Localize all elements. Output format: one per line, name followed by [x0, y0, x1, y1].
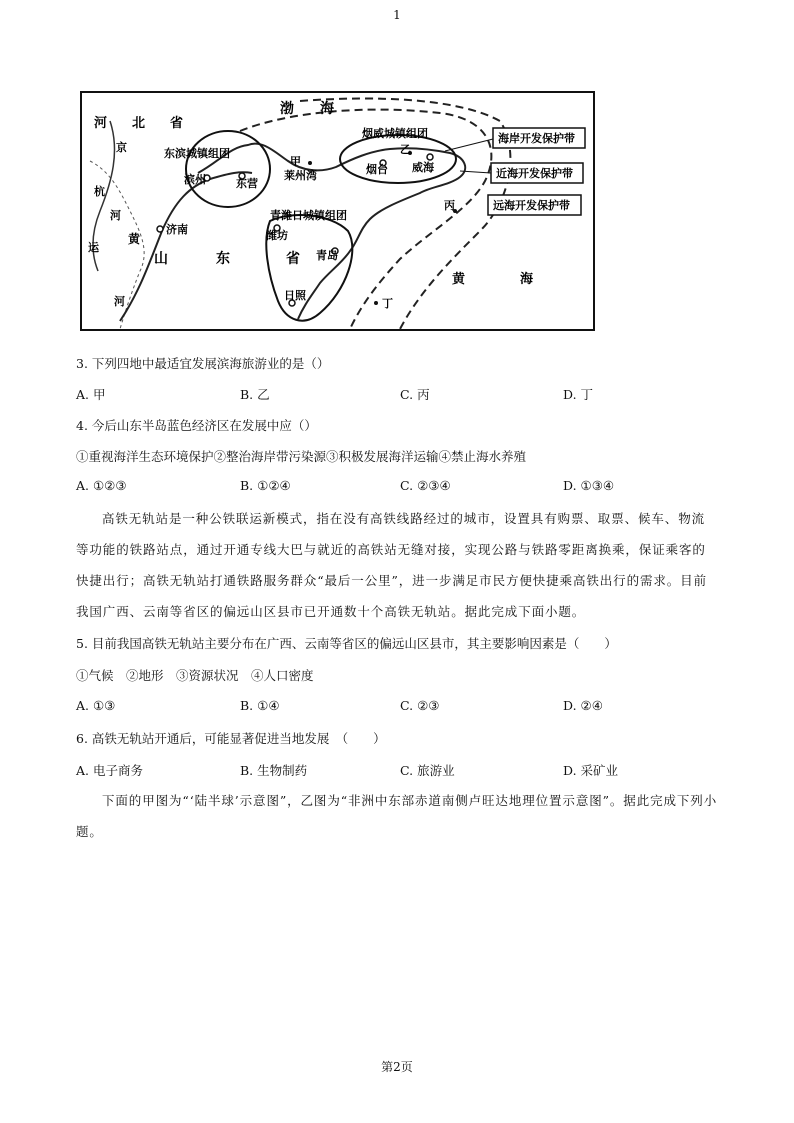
- passage-highspeed-rail: 高铁无轨站是一种公铁联运新模式，指在没有高铁线路经过的城市，设置具有购票、取票、候车、物流等功能的铁路站点，通过开通专线大巴与就近的高铁站无缝对接，实现公路与铁路零距离换乘，保证乘客的快捷出行；高铁无轨站打通铁路服务群众“最后一公里”，进一步满足市民方便快捷乘高铁出行的需求。目前我国广西、云南等省区的偏远山区县市已开通数十个高铁无轨站。据此完成下面小题。: [76, 511, 707, 619]
- label-rizhao: 日照: [284, 289, 306, 302]
- q4-stem: 4. 今后山东半岛蓝色经济区在发展中应（）: [76, 418, 317, 433]
- label-qingweiri-group: 青潍日城镇组团: [270, 209, 347, 222]
- label-weifang: 潍坊: [266, 229, 288, 242]
- label-binzhou: 滨州: [184, 173, 206, 186]
- q3-option-b[interactable]: B. 乙: [240, 387, 270, 402]
- jinan-dot: [157, 226, 163, 232]
- page-number-top: 1: [393, 8, 401, 22]
- q5-option-a[interactable]: A. ①③: [76, 698, 116, 713]
- label-yun: 运: [88, 241, 99, 254]
- label-sheng: 省: [286, 251, 300, 267]
- q5-stem: 5. 目前我国高铁无轨站主要分布在广西、云南等省区的偏远山区县市，其主要影响因素是（ ）: [76, 636, 617, 651]
- label-hebei2: 北: [132, 116, 146, 131]
- legend-shore: 海岸开发保护带: [498, 132, 575, 145]
- label-huanghai2: 海: [520, 272, 534, 287]
- q5-option-b[interactable]: B. ①④: [240, 698, 280, 713]
- q4-option-d[interactable]: D. ①③④: [563, 478, 615, 493]
- label-dong: 东: [216, 251, 230, 267]
- label-jinan: 济南: [166, 223, 188, 236]
- q4-option-c[interactable]: C. ②③④: [400, 478, 451, 493]
- label-dongbin-group: 东滨城镇组团: [164, 147, 230, 160]
- jia-dot: [308, 161, 312, 165]
- legend-far: 远海开发保护带: [493, 199, 570, 212]
- label-yanwei-group: 烟威城镇组团: [362, 127, 428, 140]
- label-yi: 乙: [400, 143, 411, 156]
- label-shan: 山: [154, 251, 168, 267]
- label-huanghai1: 黄: [452, 272, 466, 287]
- label-dongying: 东营: [236, 177, 258, 190]
- label-weihai: 威海: [412, 161, 434, 174]
- label-bing: 丙: [444, 199, 455, 212]
- weihai-dot: [427, 154, 433, 160]
- page-footer: 第2页: [381, 1060, 413, 1074]
- q5-option-c[interactable]: C. ②③: [400, 698, 440, 713]
- label-jia: 甲: [290, 155, 301, 168]
- ding-dot: [374, 301, 378, 305]
- q6-option-b[interactable]: B. 生物制药: [240, 763, 308, 778]
- map-svg: [80, 91, 595, 331]
- label-jing: 京: [116, 141, 127, 154]
- q3-option-d[interactable]: D. 丁: [563, 387, 594, 402]
- label-ding: 丁: [382, 297, 393, 310]
- q6-option-a[interactable]: A. 电子商务: [76, 763, 143, 778]
- q6-option-c[interactable]: C. 旅游业: [400, 763, 455, 778]
- label-qingdao: 青岛: [316, 249, 338, 262]
- label-bohai2: 海: [320, 101, 334, 117]
- q3-option-c[interactable]: C. 丙: [400, 387, 430, 402]
- q6-option-d[interactable]: D. 采矿业: [563, 763, 619, 778]
- q6-stem: 6. 高铁无轨站开通后，可能显著促进当地发展 （ ）: [76, 731, 386, 746]
- label-he2: 河: [114, 295, 125, 308]
- label-hebei1: 河: [94, 116, 108, 131]
- label-hebei3: 省: [170, 116, 184, 131]
- q3-stem: 3. 下列四地中最适宜发展滨海旅游业的是（）: [76, 356, 330, 371]
- q4-option-b[interactable]: B. ①②④: [240, 478, 291, 493]
- label-yantai: 烟台: [366, 163, 388, 176]
- q3-option-a[interactable]: A. 甲: [76, 387, 106, 402]
- label-he: 河: [110, 209, 121, 222]
- passage-rwanda: 下面的甲图为“‘陆半球’示意图”，乙图为“非洲中东部赤道南侧卢旺达地理位置示意图”。据此完成下列小题。: [76, 793, 718, 839]
- q5-option-d[interactable]: D. ②④: [563, 698, 603, 713]
- q4-items: ①重视海洋生态环境保护②整治海岸带污染源③积极发展海洋运输④禁止海水养殖: [76, 449, 527, 464]
- label-hang: 杭: [94, 185, 105, 198]
- label-bohai: 渤: [280, 101, 294, 117]
- q4-option-a[interactable]: A. ①②③: [76, 478, 127, 493]
- label-laizhou-bay: 莱州湾: [284, 169, 317, 182]
- legend-near: 近海开发保护带: [496, 167, 573, 180]
- q5-items: ①气候 ②地形 ③资源状况 ④人口密度: [76, 668, 314, 683]
- label-huang: 黄: [128, 232, 141, 246]
- shandong-map: [80, 91, 595, 331]
